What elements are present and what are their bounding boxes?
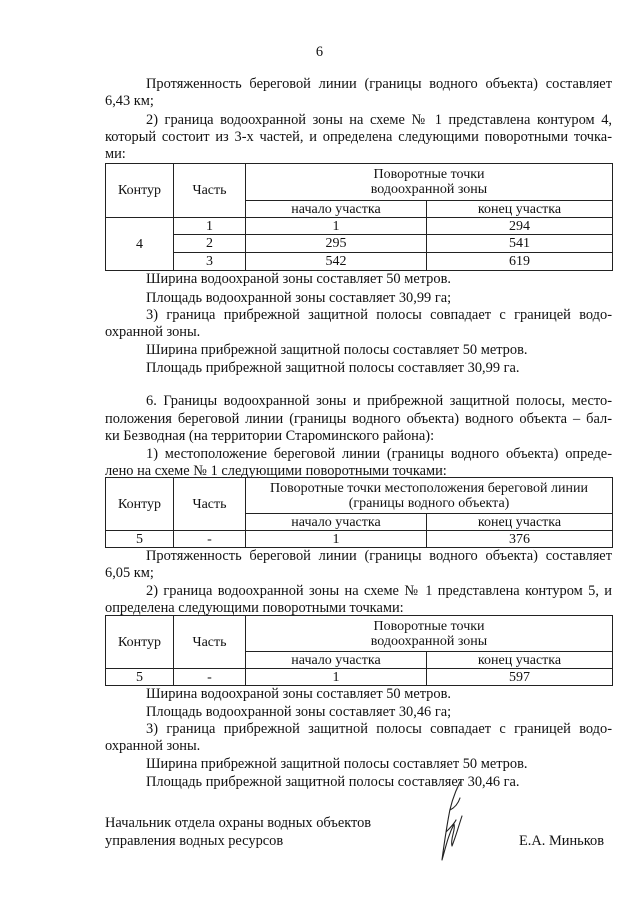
header-part: Часть bbox=[174, 478, 246, 531]
paragraph-line: Площадь водоохранной зоны составляет 30,46 га; bbox=[146, 704, 452, 720]
header-start: начало участка bbox=[246, 514, 427, 531]
paragraph-line: определена следующими поворотными точками: bbox=[105, 600, 404, 616]
paragraph-line: 6,05 км; bbox=[105, 565, 154, 581]
paragraph-line: Протяженность береговой линии (границы водного объекта) составляет bbox=[146, 548, 612, 564]
header-points: Поворотные точки местоположения береговой линии (границы водного объекта) bbox=[246, 478, 613, 514]
header-points: Поворотные точки водоохранной зоны bbox=[246, 164, 613, 201]
paragraph-line: Площадь прибрежной защитной полосы составляет 30,99 га. bbox=[146, 360, 520, 376]
header-end: конец участка bbox=[427, 514, 613, 531]
header-contour: Контур bbox=[106, 478, 174, 531]
header-end: конец участка bbox=[427, 652, 613, 669]
cell-end: 376 bbox=[427, 531, 613, 548]
header-contour: Контур bbox=[106, 616, 174, 669]
cell-start: 1 bbox=[246, 669, 427, 686]
signatory-name: Е.А. Миньков bbox=[519, 833, 604, 849]
cell-contour: 5 bbox=[106, 669, 174, 686]
paragraph-line: 6,43 км; bbox=[105, 93, 154, 109]
paragraph-line: 2) граница водоохранной зоны на схеме № 1 представлена контуром 4, bbox=[146, 112, 612, 128]
paragraph-line: лено на схеме № 1 следующими поворотными точками: bbox=[105, 463, 447, 479]
paragraph-line: который состоит из 3-х частей, и определена следующими поворотными точка- bbox=[105, 129, 612, 145]
paragraph-line: Протяженность береговой линии (границы водного объекта) составляет bbox=[146, 76, 612, 92]
header-start: начало участка bbox=[246, 201, 427, 218]
cell-contour: 4 bbox=[106, 218, 174, 271]
cell-part: 2 bbox=[174, 235, 246, 253]
signatory-department: управления водных ресурсов bbox=[105, 833, 284, 849]
cell-end: 619 bbox=[427, 253, 613, 271]
cell-part: 1 bbox=[174, 218, 246, 235]
paragraph-line: охранной зоны. bbox=[105, 738, 201, 754]
paragraph-line: ки Безводная (на территории Староминского района): bbox=[105, 428, 435, 444]
cell-part: - bbox=[174, 531, 246, 548]
cell-start: 295 bbox=[246, 235, 427, 253]
contour-table-5 bbox=[105, 615, 613, 686]
header-contour: Контур bbox=[106, 164, 174, 218]
cell-part: 3 bbox=[174, 253, 246, 271]
cell-start: 1 bbox=[246, 531, 427, 548]
paragraph-line: Площадь прибрежной защитной полосы составляет 30,46 га. bbox=[146, 774, 520, 790]
cell-part: - bbox=[174, 669, 246, 686]
paragraph-line: положения береговой линии (границы водного объекта) водного объекта – бал- bbox=[105, 411, 612, 427]
cell-end: 541 bbox=[427, 235, 613, 253]
contour-table-4 bbox=[105, 163, 613, 271]
paragraph-line: Площадь водоохранной зоны составляет 30,99 га; bbox=[146, 290, 452, 306]
signatory-title: Начальник отдела охраны водных объектов bbox=[105, 815, 372, 831]
header-points: Поворотные точки водоохранной зоны bbox=[246, 616, 613, 652]
paragraph-line: 3) граница прибрежной защитной полосы совпадает с границей водо- bbox=[146, 307, 612, 323]
header-part: Часть bbox=[174, 164, 246, 218]
shoreline-table-5 bbox=[105, 477, 613, 548]
paragraph-line: 3) граница прибрежной защитной полосы совпадает с границей водо- bbox=[146, 721, 612, 737]
page-number: 6 bbox=[315, 44, 324, 60]
handwritten-signature bbox=[436, 780, 466, 864]
header-part: Часть bbox=[174, 616, 246, 669]
header-start: начало участка bbox=[246, 652, 427, 669]
cell-start: 542 bbox=[246, 253, 427, 271]
cell-contour: 5 bbox=[106, 531, 174, 548]
paragraph-line: 2) граница водоохранной зоны на схеме № 1 представлена контуром 5, и bbox=[146, 583, 612, 599]
header-end: конец участка bbox=[427, 201, 613, 218]
paragraph-line: Ширина водоохраной зоны составляет 50 метров. bbox=[146, 271, 451, 287]
paragraph-line: Ширина водоохраной зоны составляет 50 метров. bbox=[146, 686, 451, 702]
cell-end: 294 bbox=[427, 218, 613, 235]
cell-start: 1 bbox=[246, 218, 427, 235]
paragraph-line: 6. Границы водоохранной зоны и прибрежной защитной полосы, место- bbox=[146, 393, 612, 409]
paragraph-line: охранной зоны. bbox=[105, 324, 201, 340]
paragraph-line: ми: bbox=[105, 146, 126, 162]
cell-end: 597 bbox=[427, 669, 613, 686]
paragraph-line: Ширина прибрежной защитной полосы составляет 50 метров. bbox=[146, 342, 528, 358]
paragraph-line: Ширина прибрежной защитной полосы составляет 50 метров. bbox=[146, 756, 528, 772]
paragraph-line: 1) местоположение береговой линии (границы водного объекта) опреде- bbox=[146, 446, 612, 462]
